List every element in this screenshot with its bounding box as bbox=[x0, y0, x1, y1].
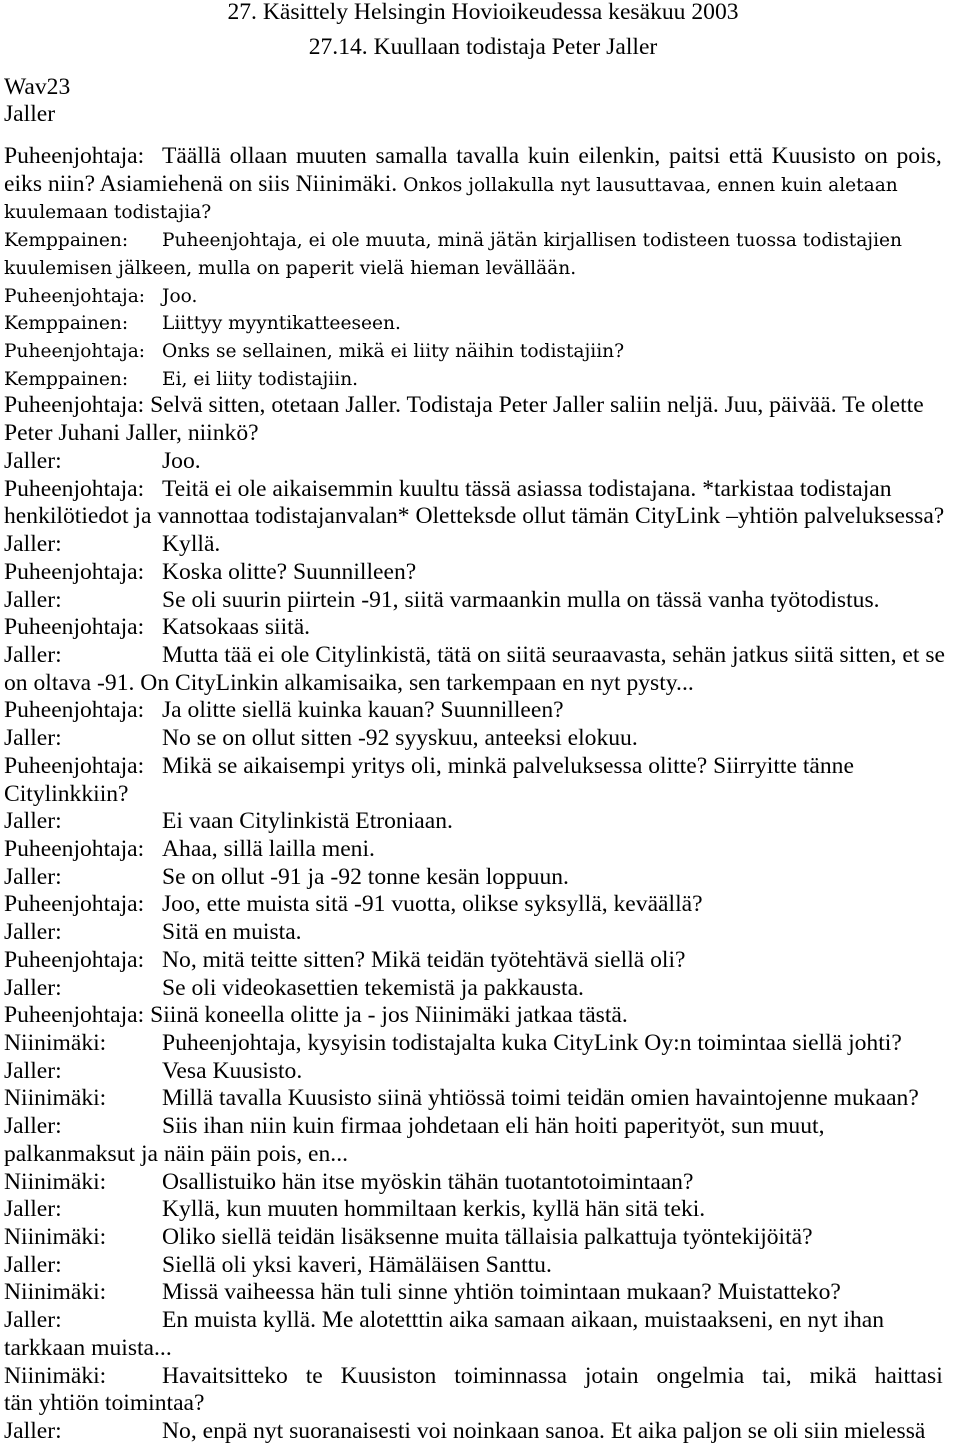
speaker-label: Niinimäki: bbox=[4, 1030, 107, 1056]
transcript-line bbox=[4, 781, 956, 809]
transcript-line bbox=[4, 670, 956, 698]
speaker-label: Puheenjohtaja: bbox=[4, 835, 145, 862]
utterance-text: No, mitä teitte sitten? Mikä teidän työtehtävä siellä oli? bbox=[162, 946, 686, 973]
transcript-line bbox=[4, 1224, 956, 1252]
transcript-line bbox=[4, 1169, 956, 1197]
utterance-text: Mutta tää ei ole Citylinkistä, tätä on siitä seuraavasta, sehän jatkus siitä sitten, et se bbox=[162, 641, 945, 668]
utterance bbox=[4, 559, 956, 587]
transcript-line bbox=[4, 975, 956, 1003]
speaker-label: Puheenjohtaja: bbox=[4, 697, 145, 724]
transcript-line bbox=[4, 198, 956, 226]
utterance-text: Katsokaas siitä. bbox=[162, 614, 311, 641]
utterance bbox=[4, 642, 956, 697]
transcript-line bbox=[4, 282, 956, 310]
transcript-line bbox=[4, 1252, 956, 1280]
speaker-label: Jaller: bbox=[4, 974, 62, 1001]
transcript-line bbox=[4, 476, 956, 504]
speaker-label: Jaller: bbox=[4, 1057, 62, 1084]
utterance bbox=[4, 1279, 956, 1307]
transcript-line bbox=[4, 420, 956, 448]
transcript-line bbox=[4, 1085, 956, 1113]
transcript-line bbox=[4, 1390, 956, 1418]
speaker-label: Jaller: bbox=[4, 531, 62, 558]
transcript-line bbox=[4, 1418, 956, 1446]
transcript-line bbox=[4, 1307, 956, 1335]
utterance-text: kuulemisen jälkeen, mulla on paperit vielä hieman levällään. bbox=[4, 257, 577, 279]
utterance-text: Siellä oli yksi kaveri, Hämäläisen Santtu. bbox=[162, 1251, 552, 1278]
utterance bbox=[4, 282, 956, 310]
speaker-label: Puheenjohtaja: bbox=[4, 558, 145, 585]
utterance bbox=[4, 531, 956, 559]
transcript-line bbox=[4, 697, 956, 725]
transcript-line bbox=[4, 919, 956, 947]
speaker-label: Puheenjohtaja: bbox=[4, 341, 146, 363]
utterance-text-segment: Onkos jollakulla nyt lausuttavaa, ennen kuin aletaan bbox=[403, 174, 898, 196]
transcript-line bbox=[4, 587, 956, 615]
utterance-text: Täällä ollaan muuten samalla tavalla kuin eilenkin, paitsi että Kuusisto on pois, bbox=[162, 143, 942, 169]
utterance-text: En muista kyllä. Me alotetttin aika samaan aikaan, muistaakseni, en nyt ihan bbox=[162, 1307, 885, 1334]
transcript bbox=[4, 143, 956, 1446]
utterance-text: Kyllä, kun muuten hommiltaan kerkis, kyllä hän sitä teki. bbox=[162, 1196, 706, 1223]
utterance-text: henkilötiedot ja vannottaa todistajanvalan* Oletteksde ollut tämän CityLink –yhtiön palveluksessa? bbox=[4, 503, 945, 530]
utterance-text: Sitä en muista. bbox=[162, 919, 302, 946]
transcript-line bbox=[4, 864, 956, 892]
utterance bbox=[4, 1224, 956, 1252]
transcript-line bbox=[4, 1363, 956, 1391]
utterance-text: tarkkaan muista... bbox=[4, 1334, 172, 1361]
transcript-line bbox=[4, 559, 956, 587]
utterance bbox=[4, 476, 956, 531]
utterance-text: Joo. bbox=[162, 285, 198, 307]
speaker-label: Niinimäki: bbox=[4, 1362, 107, 1389]
transcript-line bbox=[4, 1030, 956, 1058]
transcript-line bbox=[4, 947, 956, 975]
transcript-line bbox=[4, 309, 956, 337]
utterance bbox=[4, 143, 956, 226]
utterance bbox=[4, 448, 956, 476]
utterance-text: Havaitsitteko te Kuusiston toiminnassa jotain ongelmia tai, mikä haittasi bbox=[162, 1362, 943, 1389]
transcript-line bbox=[4, 448, 956, 476]
utterance bbox=[4, 1196, 956, 1224]
utterance bbox=[4, 365, 956, 393]
speaker-label: Puheenjohtaja: bbox=[4, 946, 145, 973]
utterance-text: Koska olitte? Suunnilleen? bbox=[162, 558, 417, 585]
utterance-text: Joo, ette muista sitä -91 vuotta, olikse syksyllä, keväällä? bbox=[162, 891, 703, 918]
speaker-label: Puheenjohtaja: bbox=[4, 752, 145, 779]
utterance-text: Osallistuiko hän itse myöskin tähän tuotantotoimintaan? bbox=[162, 1168, 694, 1195]
transcript-line bbox=[4, 392, 956, 420]
utterance-text: palkanmaksut ja näin päin pois, en... bbox=[4, 1140, 348, 1167]
utterance bbox=[4, 1002, 956, 1030]
speaker-label: Niinimäki: bbox=[4, 1168, 107, 1195]
utterance bbox=[4, 1307, 956, 1362]
speaker-label: Kemppainen: bbox=[4, 313, 129, 335]
utterance bbox=[4, 891, 956, 919]
utterance-text: Millä tavalla Kuusisto siinä yhtiössä toimi teidän omien havaintojenne mukaan? bbox=[162, 1085, 919, 1112]
utterance bbox=[4, 836, 956, 864]
transcript-line bbox=[4, 1002, 956, 1030]
utterance bbox=[4, 226, 956, 281]
speaker-label: Jaller: bbox=[4, 808, 62, 835]
utterance bbox=[4, 947, 956, 975]
speaker-label: Niinimäki: bbox=[4, 1279, 107, 1306]
utterance-text: Teitä ei ole aikaisemmin kuultu tässä asiassa todistajana. *tarkistaa todistajan bbox=[162, 475, 892, 502]
speaker-label: Puheenjohtaja: bbox=[4, 143, 145, 169]
transcript-line bbox=[4, 1279, 956, 1307]
utterance bbox=[4, 1418, 956, 1446]
utterance-text: Missä vaiheessa hän tuli sinne yhtiön toimintaan mukaan? Muistatteko? bbox=[162, 1279, 841, 1306]
utterance-text: Se oli videokasettien tekemistä ja pakkausta. bbox=[162, 974, 584, 1001]
utterance-text: Ei vaan Citylinkistä Etroniaan. bbox=[162, 808, 453, 835]
speaker-label: Jaller: bbox=[4, 1307, 62, 1334]
utterance-text: Selvä sitten, otetaan Jaller. Todistaja Peter Jaller saliin neljä. Juu, päivää. Te olette bbox=[150, 392, 924, 419]
utterance-text: Liittyy myyntikatteeseen. bbox=[162, 313, 401, 335]
utterance-text: Vesa Kuusisto. bbox=[162, 1057, 303, 1084]
speaker-label: Jaller: bbox=[4, 1418, 62, 1445]
speaker-label: Jaller: bbox=[4, 586, 62, 613]
document-title: 27. Käsittely Helsingin Hovioikeudessa kesäkuu 2003 bbox=[227, 0, 739, 25]
transcript-line bbox=[4, 226, 956, 254]
section-heading: 27.14. Kuullaan todistaja Peter Jaller bbox=[308, 34, 658, 60]
speaker-label: Niinimäki: bbox=[4, 1224, 107, 1251]
speaker-label: Jaller: bbox=[4, 641, 62, 668]
utterance-text: kuulemaan todistajia? bbox=[4, 202, 212, 224]
utterance bbox=[4, 808, 956, 836]
transcript-line bbox=[4, 725, 956, 753]
transcript-line bbox=[4, 808, 956, 836]
transcript-line bbox=[4, 753, 956, 781]
utterance-text: Oliko siellä teidän lisäksenne muita tällaisia palkattuja työntekijöitä? bbox=[162, 1224, 813, 1251]
utterance bbox=[4, 919, 956, 947]
speaker-label: Jaller: bbox=[4, 725, 62, 752]
transcript-line bbox=[4, 1141, 956, 1169]
utterance-text: Siis ihan niin kuin firmaa johdetaan eli hän hoiti paperityöt, sun muut, bbox=[162, 1113, 825, 1140]
utterance-text: Se on ollut -91 ja -92 tonne kesän loppuun. bbox=[162, 863, 569, 890]
speaker-label: Puheenjohtaja: bbox=[4, 285, 146, 307]
speaker-label: Jaller: bbox=[4, 1113, 62, 1140]
recording-id: Wav23 bbox=[4, 74, 71, 100]
speaker-label: Jaller: bbox=[4, 1251, 62, 1278]
utterance bbox=[4, 1058, 956, 1086]
transcript-line bbox=[4, 531, 956, 559]
utterance-text: Onks se sellainen, mikä ei liity näihin todistajiin? bbox=[162, 341, 625, 363]
speaker-label: Jaller: bbox=[4, 1196, 62, 1223]
utterance-text: Puheenjohtaja, kysyisin todistajalta kuka CityLink Oy:n toimintaa siellä johti? bbox=[162, 1030, 902, 1056]
utterance-text: Ja olitte siellä kuinka kauan? Suunnilleen? bbox=[162, 697, 564, 724]
speaker-label: Jaller: bbox=[4, 863, 62, 890]
utterance-text: Mikä se aikaisempi yritys oli, minkä palveluksessa olitte? Siirryitte tänne bbox=[162, 752, 854, 779]
utterance-text: Citylinkkiin? bbox=[4, 780, 129, 807]
utterance-text-segment: eiks niin? Asiamiehenä on siis Niinimäki. bbox=[4, 170, 398, 197]
speaker-label: Jaller: bbox=[4, 919, 62, 946]
utterance bbox=[4, 587, 956, 615]
utterance bbox=[4, 1030, 956, 1058]
utterance bbox=[4, 1113, 956, 1168]
utterance bbox=[4, 1169, 956, 1197]
speaker-label: Niinimäki: bbox=[4, 1085, 107, 1112]
transcript-line bbox=[4, 1058, 956, 1086]
utterance-text: Siinä koneella olitte ja - jos Niinimäki jatkaa tästä. bbox=[150, 1002, 628, 1029]
utterance bbox=[4, 725, 956, 753]
transcript-line bbox=[4, 171, 956, 199]
transcript-line bbox=[4, 337, 956, 365]
witness-name: Jaller bbox=[4, 101, 56, 127]
transcript-line bbox=[4, 1196, 956, 1224]
utterance-text: Ahaa, sillä lailla meni. bbox=[162, 835, 375, 862]
speaker-label: Puheenjohtaja: bbox=[4, 475, 145, 502]
utterance bbox=[4, 1363, 956, 1418]
utterance bbox=[4, 1085, 956, 1113]
utterance-text: Se oli suurin piirtein -91, siitä varmaankin mulla on tässä vanha työtodistus. bbox=[162, 586, 880, 613]
utterance-text: on oltava -91. On CityLinkin alkamisaika, sen tarkempaan en nyt pysty... bbox=[4, 669, 694, 696]
utterance-text: Kyllä. bbox=[162, 531, 221, 558]
utterance bbox=[4, 392, 956, 447]
speaker-label: Puheenjohtaja: bbox=[4, 1002, 145, 1029]
speaker-label: Jaller: bbox=[4, 447, 62, 474]
transcript-line bbox=[4, 503, 956, 531]
transcript-line bbox=[4, 254, 956, 282]
utterance bbox=[4, 309, 956, 337]
transcript-line bbox=[4, 642, 956, 670]
utterance-text: Joo. bbox=[162, 447, 201, 474]
speaker-label: Kemppainen: bbox=[4, 368, 129, 390]
transcript-line bbox=[4, 143, 956, 171]
speaker-label: Puheenjohtaja: bbox=[4, 614, 145, 641]
utterance bbox=[4, 697, 956, 725]
utterance bbox=[4, 614, 956, 642]
transcript-line bbox=[4, 1113, 956, 1141]
utterance-text: Ei, ei liity todistajiin. bbox=[162, 368, 359, 390]
transcript-line bbox=[4, 836, 956, 864]
transcript-line bbox=[4, 891, 956, 919]
speaker-label: Puheenjohtaja: bbox=[4, 891, 145, 918]
utterance-text: Peter Juhani Jaller, niinkö? bbox=[4, 420, 259, 447]
utterance bbox=[4, 753, 956, 808]
transcript-line bbox=[4, 1335, 956, 1363]
transcript-line bbox=[4, 365, 956, 393]
speaker-label: Puheenjohtaja: bbox=[4, 392, 145, 419]
utterance-text: tän yhtiön toimintaa? bbox=[4, 1390, 205, 1417]
utterance bbox=[4, 1252, 956, 1280]
utterance bbox=[4, 337, 956, 365]
utterance-text: No se on ollut sitten -92 syyskuu, anteeksi elokuu. bbox=[162, 725, 638, 752]
utterance bbox=[4, 864, 956, 892]
speaker-label: Kemppainen: bbox=[4, 230, 129, 252]
utterance bbox=[4, 975, 956, 1003]
utterance-text: No, enpä nyt suoranaisesti voi noinkaan sanoa. Et aika paljon se oli siin mielessä bbox=[162, 1418, 926, 1445]
utterance-text: Puheenjohtaja, ei ole muuta, minä jätän kirjallisen todisteen tuossa todistajien bbox=[162, 230, 903, 252]
transcript-line bbox=[4, 614, 956, 642]
